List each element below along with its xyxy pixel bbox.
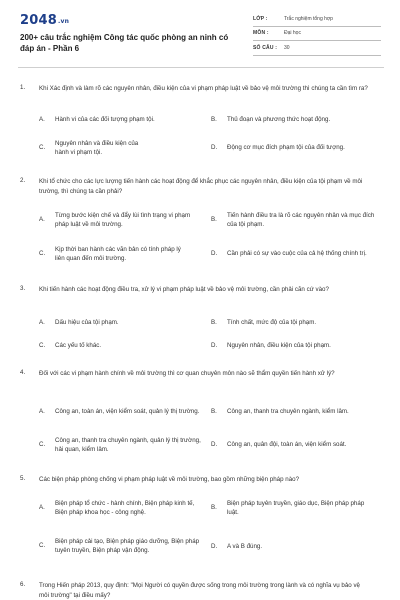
option-text: Tiến hành điều tra là rõ các nguyên nhân và mục đích của tội phạm. (227, 211, 375, 228)
question-2-option-c[interactable] (39, 243, 207, 265)
question-5-option-c[interactable] (39, 530, 207, 562)
option-text: Thủ đoạn và phương thức hoạt động. (227, 116, 331, 124)
option-letter: C. (39, 441, 46, 449)
info-label: LỚP : (253, 15, 268, 22)
option-text: Công an, quân đội, toàn án, viện kiểm soát. (227, 441, 347, 449)
question-2-option-a[interactable] (39, 209, 207, 231)
question-5-option-d[interactable] (211, 541, 381, 553)
question-text: Khi tiến hành các hoạt động điều tra, xử lý vi phạm pháp luật về bảo vệ môi trường, cần phải căn cứ vào? (39, 286, 329, 293)
header-divider (18, 67, 384, 68)
question-text: Khi Xác định và làm rõ các nguyên nhân, điều kiện của vi phạm pháp luật về bảo vệ môi trường thì chúng ta cần tìm ra? (39, 85, 368, 92)
question-text: Các biện pháp phòng chống vi phạm pháp luật về môi trường, bao gồm những biện pháp nào? (39, 476, 300, 483)
option-text: Kịp thời ban hành các văn bản có tính pháp lý liên quan đến môi trường. (55, 245, 181, 262)
option-letter: C. (39, 144, 46, 152)
question-3-option-c[interactable] (39, 340, 207, 352)
document-title: 200+ câu trắc nghiệm Công tác quốc phòng an ninh có đáp án - Phần 6 (20, 33, 229, 53)
option-letter: B. (211, 504, 217, 512)
option-text: Công an, toàn án, viện kiểm soát, quản lý thị trường. (55, 408, 200, 416)
question-1-option-a[interactable] (39, 114, 207, 126)
question-text: Trong Hiến pháp 2013, quy định: "Mọi Người có quyền được sống trong môi trường trong lành và có nghĩa vụ bảo vệ môi trường" tại điều mấy? (39, 582, 361, 599)
page-header (0, 0, 400, 62)
question-1-option-b[interactable] (211, 114, 381, 126)
option-text: Biện pháp tuyên truyền, giáo dục, Biện pháp pháp luật. (227, 499, 365, 516)
question-3-option-d[interactable] (211, 340, 381, 352)
option-letter: B. (211, 408, 217, 416)
logo-suffix: .vn (57, 18, 70, 25)
option-letter: D. (211, 342, 218, 350)
question-text: Đối với các vi phạm hành chính về môi trường thì cơ quan chuyên môn nào sẽ thẩm quyền tiến hành xử lý? (39, 370, 335, 377)
info-label: MÔN : (253, 30, 269, 37)
option-letter: A. (39, 408, 45, 416)
question-1-option-c[interactable] (39, 137, 207, 159)
question-5-option-b[interactable] (211, 497, 381, 519)
question-4-option-d[interactable] (211, 439, 381, 451)
question-number: 4. (20, 369, 26, 376)
option-letter: A. (39, 319, 45, 327)
info-row-count (253, 41, 381, 56)
question-5-option-a[interactable] (39, 497, 207, 519)
option-text: Từng bước kiện chế và đẩy lùi tình trạng vi phạm pháp luật về môi trường. (55, 211, 191, 228)
question-number: 3. (20, 285, 26, 292)
question-number: 2. (20, 177, 26, 184)
site-logo[interactable] (20, 13, 69, 28)
option-letter: D. (211, 543, 218, 551)
question-text: Khi tổ chức cho các lực lượng tiến hành các hoạt động để khắc phục các nguyên nhân, điều kiện của tội phạm về môi trường, thì chúng ta cần phải? (39, 178, 363, 195)
option-letter: A. (39, 216, 45, 224)
option-text: Công an, thanh tra chuyên ngành, kiểm lâm. (227, 408, 349, 416)
option-letter: A. (39, 504, 45, 512)
option-letter: D. (211, 144, 218, 152)
question-1-option-d[interactable] (211, 142, 381, 154)
option-text: Biện pháp tổ chức - hành chính, Biện pháp kinh tế, Biện pháp khoa học - công nghệ. (55, 499, 195, 516)
option-letter: B. (211, 319, 217, 327)
question-number: 6. (20, 581, 26, 588)
question-4-option-a[interactable] (39, 401, 207, 423)
info-value: 30 (284, 44, 290, 51)
option-letter: B. (211, 216, 217, 224)
question-2-option-b[interactable] (211, 209, 381, 231)
option-text: Hành vi của các đối tượng phạm tội. (55, 116, 155, 124)
info-row-class (253, 12, 381, 27)
option-text: Các yếu tố khác. (55, 342, 102, 350)
question-4-option-b[interactable] (211, 401, 381, 423)
question-3-option-a[interactable] (39, 317, 207, 329)
option-letter: D. (211, 250, 218, 258)
option-text: Biện pháp cải tạo, Biện pháp giáo dưỡng, Biện pháp tuyên truyền, Biện pháp vận động. (55, 537, 200, 554)
info-table (253, 12, 381, 56)
option-letter: C. (39, 342, 46, 350)
option-letter: C. (39, 542, 46, 550)
question-3-option-b[interactable] (211, 317, 381, 329)
option-letter: C. (39, 250, 46, 258)
option-text: Tính chất, mức độ của tội phạm. (227, 319, 317, 327)
question-4-option-c[interactable] (39, 434, 207, 456)
info-label: SỐ CÂU : (253, 44, 278, 51)
option-letter: D. (211, 441, 218, 449)
option-text: Nguyên nhân và điều kiện của hành vi phạm tội. (55, 139, 139, 156)
info-value: Đại học (284, 30, 301, 37)
option-text: Động cơ mục đích phạm tội của đối tượng. (227, 144, 345, 152)
option-text: A và B đúng. (227, 543, 263, 551)
question-number: 1. (20, 84, 26, 91)
option-text: Công an, thanh tra chuyên ngành, quản lý thị trường, hải quan, kiểm lâm. (55, 436, 201, 453)
question-2-option-d[interactable] (211, 243, 381, 265)
info-row-subject (253, 27, 381, 42)
option-text: Cần phải có sự vào cuộc của cả hệ thống chính trị. (227, 250, 367, 258)
option-letter: B. (211, 116, 217, 124)
option-text: Dấu hiệu của tội phạm. (55, 319, 119, 327)
option-text: Nguyên nhân, điều kiện của tội phạm. (227, 342, 331, 350)
option-letter: A. (39, 116, 45, 124)
logo-text: 2048 (20, 13, 57, 28)
question-number: 5. (20, 475, 26, 482)
info-value: Trắc nghiệm tổng hợp (284, 15, 333, 22)
